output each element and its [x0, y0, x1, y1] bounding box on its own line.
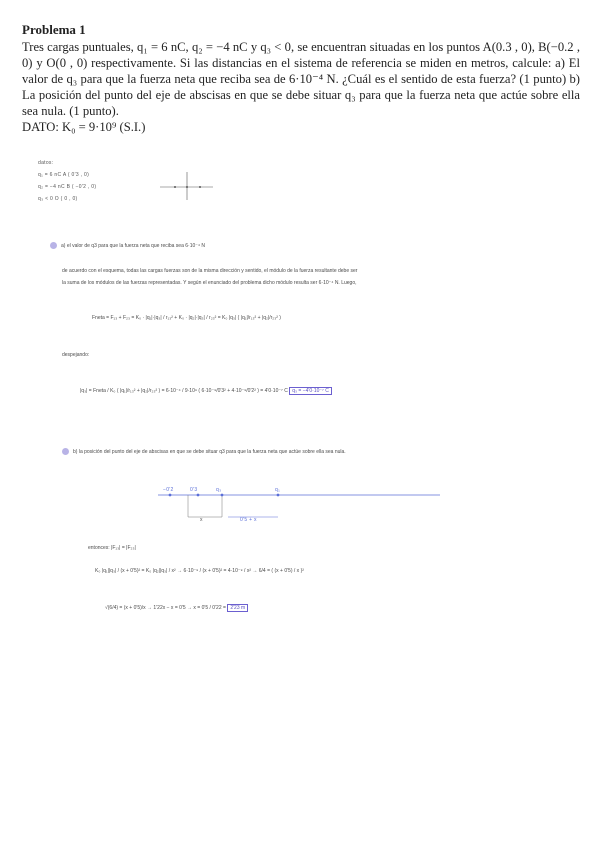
problem-statement: [22, 22, 580, 135]
part-a-heading: a) el valor de q3 para que la fuerza neta que reciba sea 6·10⁻⁴ N: [61, 242, 206, 249]
part-b-eq-title: entonces: |F₁₃| = |F₂₃|: [88, 545, 136, 551]
problem-title: Problema 1: [22, 22, 86, 37]
axes-sketch: [155, 170, 215, 200]
part-a-despejando: despejando:: [62, 352, 90, 358]
part-a-line-1: de acuerdo con el esquema, todas las cargas fuerzas son de la misma dirección y sentido, el módulo de la fuerza resultante debe ser: [62, 268, 358, 274]
axis-d-label: 0'5 + x: [240, 517, 257, 523]
axis-label-4: q₁: [275, 487, 281, 493]
part-b-equation-2-row: [105, 605, 248, 611]
axis-label-1: −0'2: [163, 487, 174, 493]
part-a-equation-1: Fneta = F₁₃ + F₂₃ = K₀ · |q₁|·|q₃| / r₁₃² + K₀ · |q₂|·|q₃| / r₂₃² = K₀ |q₃| ( |q₁|/r₁₃² + |q₂|/r₂₃² ): [92, 315, 281, 321]
part-a-result: q₃ = −4'0·10⁻⁷ C: [289, 387, 332, 395]
datos-row-2: q₂ = −4 nC B ( −0'2 , 0): [38, 184, 97, 190]
part-a-marker: [50, 242, 57, 249]
part-a-heading-row: [50, 242, 205, 249]
part-b-equation-2: √(6/4) = (x + 0'5)/x → 1'22x − x = 0'5 → x = 0'5 / 0'22 =: [105, 605, 226, 611]
part-b-heading: b) la posición del punto del eje de abscisas en que se debe situar q3 para que la fuerza neta que actúe sobre ella sea nula.: [73, 448, 346, 455]
axis-label-3: q₃: [216, 487, 222, 493]
part-a-line-2: la suma de los módulos de las fuerzas representadas. Y según el enunciado del problema dicho módulo resulta ser 6·10⁻⁴ N. Luego,: [62, 280, 357, 286]
problem-text: Tres cargas puntuales, q₁ = 6 nC, q₂ = −4 nC y q₃ < 0, se encuentran situadas en los puntos A(0.3 , 0), B(−0.2 , 0) y O(0 , 0) respectivamente. Si las distancias en el sistema de referencia se miden en metros, calcule: a) El valor de q₃ para que la fuerza neta que reciba sea de 6·10⁻⁴ N. ¿Cuál es el sentido de esta fuerza? (1 punto) b) La posición del punto del eje de abscisas en que se debe situar q₃ para que la fuerza neta que actúe sobre ella sea nula. (1 punto).: [22, 40, 580, 118]
problem-dato: DATO: K₀ = 9·10⁹ (S.I.): [22, 120, 146, 134]
part-b-marker: [62, 448, 69, 455]
axis-label-2: 0'3: [190, 487, 198, 493]
datos-row-3: q₃ < 0 O ( 0 , 0): [38, 196, 78, 202]
axis-x-label: x: [200, 517, 203, 523]
part-a-equation-2: |q₃| = Fneta / K₀ ( |q₁|/r₁₃² + |q₂|/r₂₃² ) = 6·10⁻⁴ / 9·10⁹ ( 6·10⁻⁹/0'3² + 4·10⁻⁹/0'2² ) = 4'0·10⁻⁷ C: [80, 388, 288, 394]
part-a-equation-2-row: [80, 388, 332, 394]
part-b-equation-1: K₀ |q₁||q₃| / (x + 0'5)² = K₀ |q₂||q₃| / x² → 6·10⁻⁹ / (x + 0'5)² = 4·10⁻⁹ / x² → 6/4 = ( (x + 0'5) / x )²: [95, 568, 304, 574]
datos-row-1: q₁ = 6 nC A ( 0'3 , 0): [38, 172, 90, 178]
part-b-heading-row: [62, 448, 346, 455]
part-b-result: 2'23 m: [227, 604, 248, 612]
datos-title: datos:: [38, 160, 54, 166]
